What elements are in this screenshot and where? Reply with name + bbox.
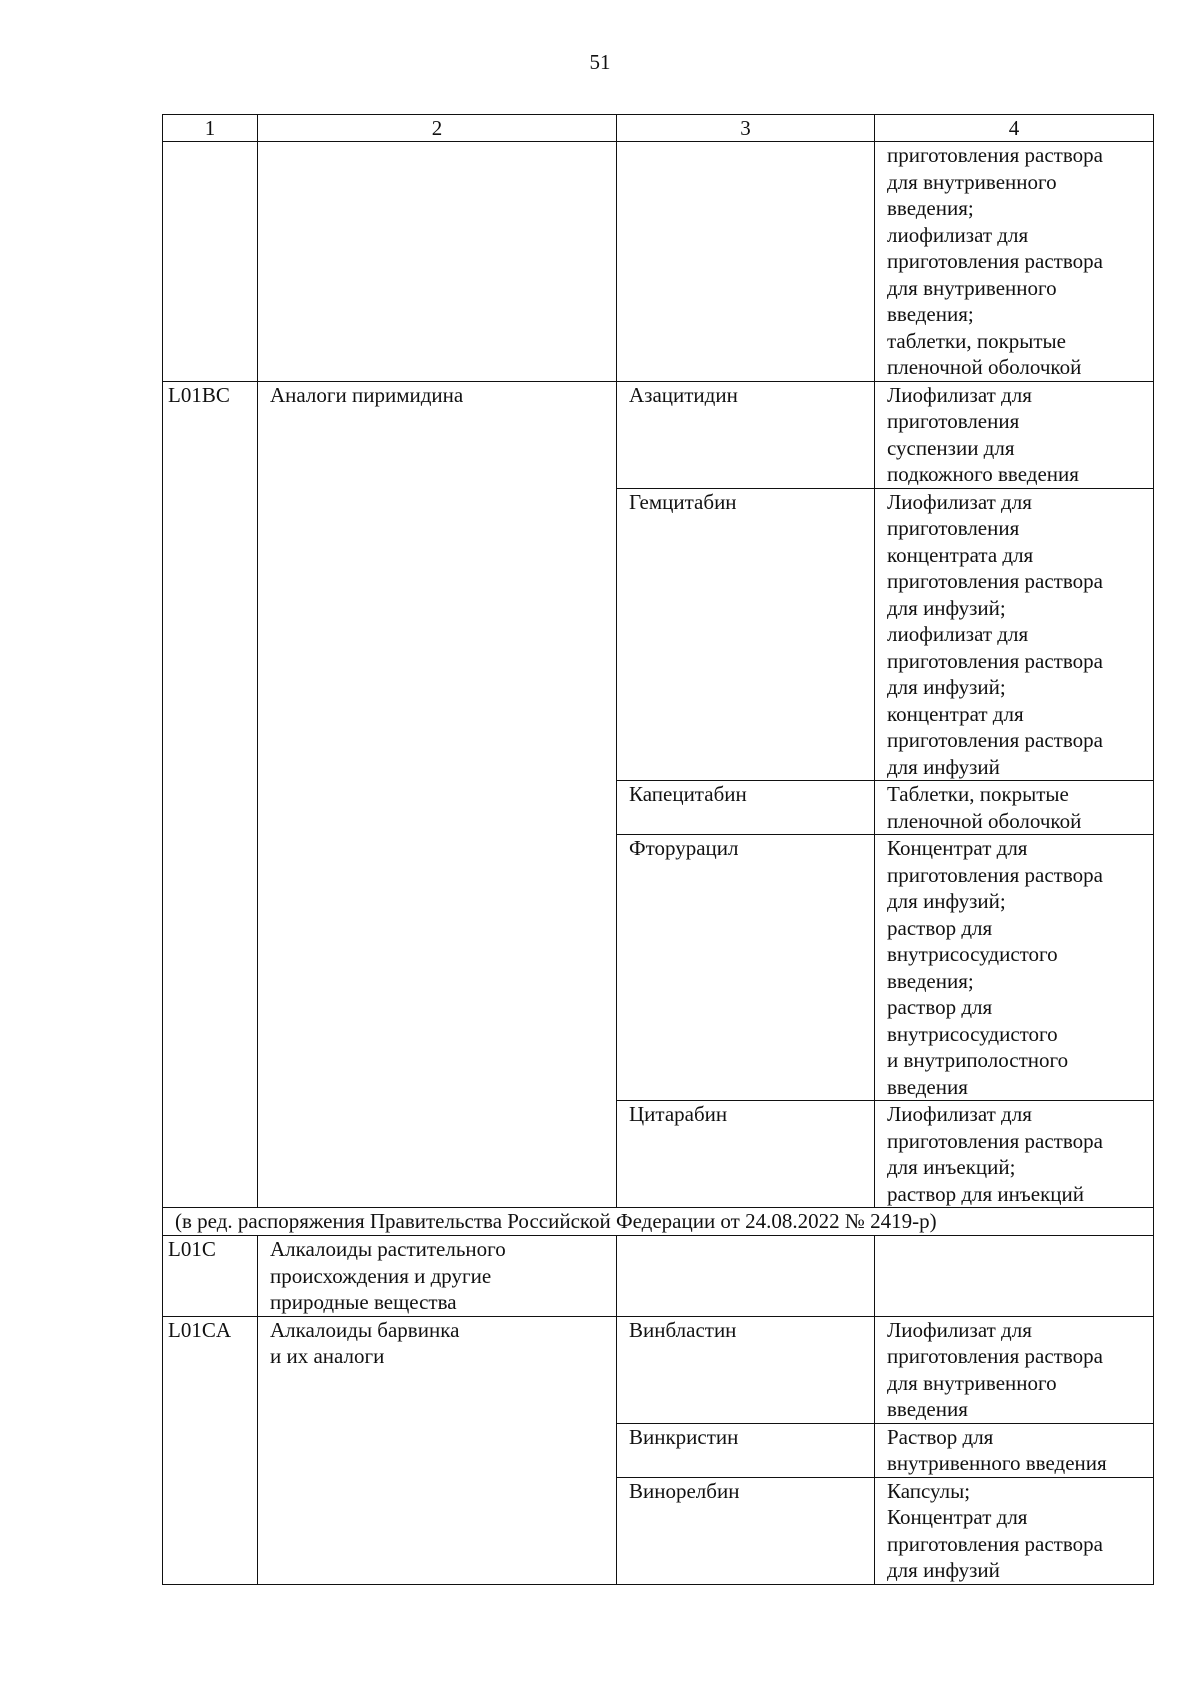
header-cell: 3: [617, 115, 875, 142]
header-row: [163, 115, 1154, 142]
drug-name-cell: Гемцитабин: [617, 488, 875, 781]
drug-name-cell: Винбластин: [617, 1316, 875, 1423]
header-cell: 4: [875, 115, 1154, 142]
dosage-form-cell: Лиофилизат для приготовления суспензии для подкожного введения: [875, 381, 1154, 488]
amendment-note: (в ред. распоряжения Правительства Российской Федерации от 24.08.2022 № 2419-р): [163, 1208, 1154, 1236]
dosage-form-cell: Концентрат для приготовления раствора для инфузий; раствор для внутрисосудистого введения; раствор для внутрисосудистого и внутриполостного введения: [875, 835, 1154, 1101]
drug-table: [162, 114, 1154, 1585]
drug-name-cell: Азацитидин: [617, 381, 875, 488]
group-name-cell: Аналоги пиримидина: [258, 381, 617, 1208]
drug-name-cell: [617, 142, 875, 382]
table-row: [163, 1236, 1154, 1317]
drug-name-cell: Винорелбин: [617, 1477, 875, 1584]
table-row: [163, 1316, 1154, 1423]
header-cell: 2: [258, 115, 617, 142]
header-cell: 1: [163, 115, 258, 142]
drug-name-cell: [617, 1236, 875, 1317]
dosage-form-cell: приготовления раствора для внутривенного введения; лиофилизат для приготовления раствора для внутривенного введения; таблетки, покрытые пленочной оболочкой: [875, 142, 1154, 382]
dosage-form-cell: Капсулы; Концентрат для приготовления раствора для инфузий: [875, 1477, 1154, 1584]
dosage-form-cell: Лиофилизат для приготовления раствора для внутривенного введения: [875, 1316, 1154, 1423]
atc-code-cell: [163, 142, 258, 382]
table-row: [163, 381, 1154, 488]
atc-code-cell: L01CA: [163, 1316, 258, 1584]
dosage-form-cell: [875, 1236, 1154, 1317]
dosage-form-cell: Раствор для внутривенного введения: [875, 1423, 1154, 1477]
atc-code-cell: L01C: [163, 1236, 258, 1317]
dosage-form-cell: Лиофилизат для приготовления раствора для инъекций; раствор для инъекций: [875, 1101, 1154, 1208]
dosage-form-cell: Таблетки, покрытые пленочной оболочкой: [875, 781, 1154, 835]
group-name-cell: Алкалоиды барвинка и их аналоги: [258, 1316, 617, 1584]
page-number: 51: [589, 50, 611, 74]
drug-name-cell: Винкристин: [617, 1423, 875, 1477]
table-row: [163, 142, 1154, 382]
group-name-cell: [258, 142, 617, 382]
drug-name-cell: Цитарабин: [617, 1101, 875, 1208]
drug-name-cell: Капецитабин: [617, 781, 875, 835]
amendment-note-row: [163, 1208, 1154, 1236]
atc-code-cell: L01BC: [163, 381, 258, 1208]
drug-name-cell: Фторурацил: [617, 835, 875, 1101]
dosage-form-cell: Лиофилизат для приготовления концентрата для приготовления раствора для инфузий; лиофилизат для приготовления раствора для инфузий; концентрат для приготовления раствора для инфузий: [875, 488, 1154, 781]
group-name-cell: Алкалоиды растительного происхождения и другие природные вещества: [258, 1236, 617, 1317]
